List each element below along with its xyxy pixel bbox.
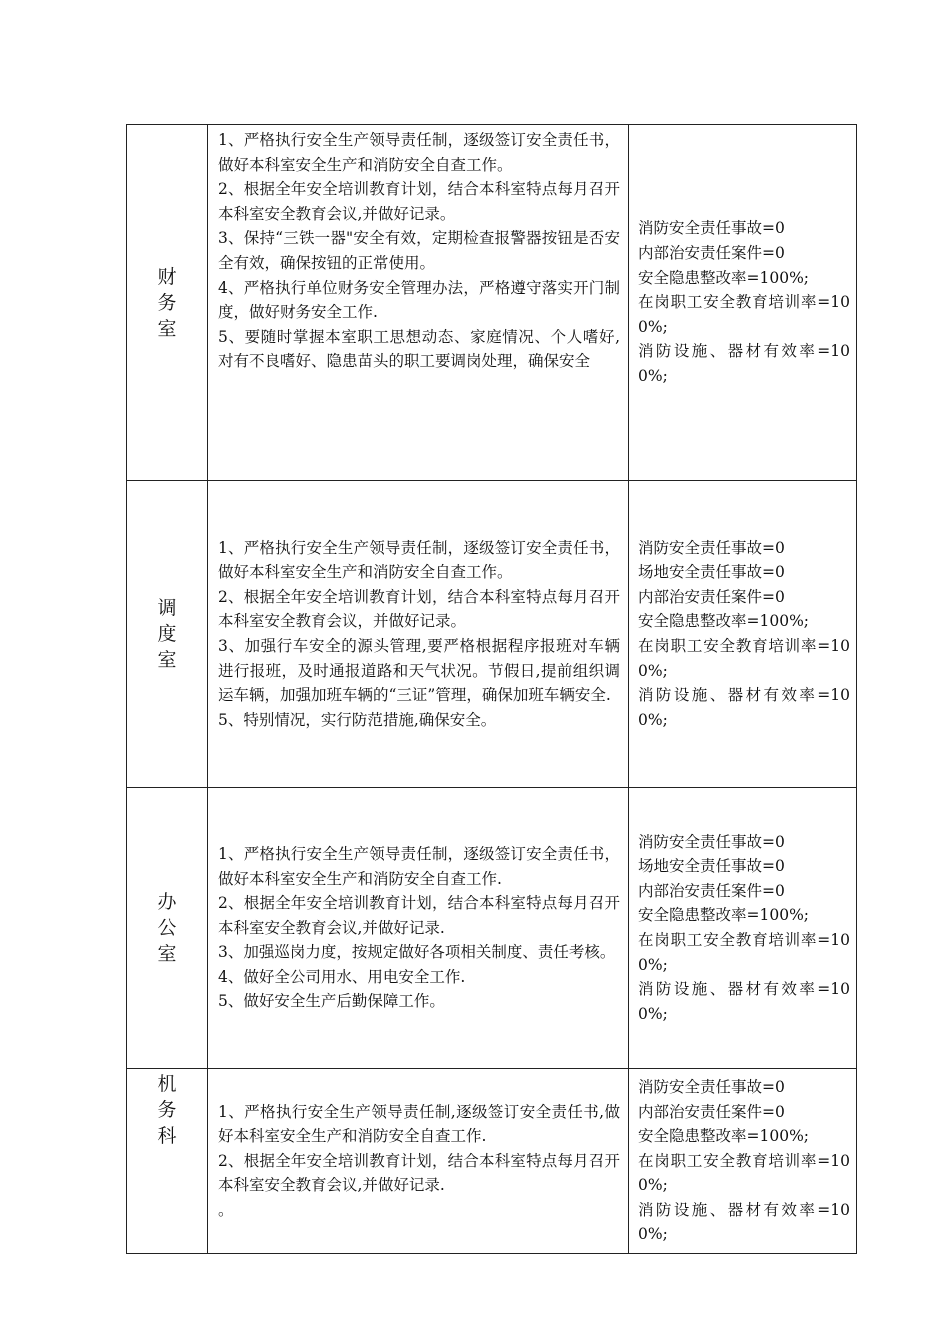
target-item: 安全隐患整改率=100%; bbox=[638, 1127, 810, 1146]
target-item: 在岗职工安全教育培训率=100%; bbox=[638, 931, 850, 974]
safety-responsibility-table bbox=[126, 124, 857, 1254]
duties-cell bbox=[208, 481, 629, 788]
targets-cell bbox=[629, 1069, 857, 1254]
target-item: 消防安全责任事故=0 bbox=[638, 832, 785, 851]
target-item: 消防设施、器材有效率=100%; bbox=[638, 1200, 850, 1244]
target-item: 在岗职工安全教育培训率=100%; bbox=[638, 1151, 850, 1195]
target-item: 消防设施、器材有效率=100%; bbox=[638, 342, 850, 385]
target-item: 场地安全责任事故=0 bbox=[638, 857, 785, 876]
department-cell bbox=[127, 788, 208, 1069]
target-item: 安全隐患整改率=100%; bbox=[638, 906, 810, 925]
duty-item: 1、严格执行安全生产领导责任制，逐级签订安全责任书，做好本科室安全生产和消防安全自查工作. bbox=[218, 844, 620, 888]
table-row bbox=[127, 125, 857, 481]
duty-item: 1、严格执行安全生产领导责任制，逐级签订安全责任书，做好本科室安全生产和消防安全自查工作。 bbox=[218, 131, 620, 174]
duties-cell bbox=[208, 1069, 629, 1254]
duty-item: 。 bbox=[218, 1200, 234, 1219]
target-item: 消防安全责任事故=0 bbox=[638, 538, 785, 557]
target-item: 内部治安责任案件=0 bbox=[638, 244, 785, 263]
target-item: 安全隐患整改率=100%; bbox=[638, 268, 810, 287]
department-name: 办公室 bbox=[157, 891, 177, 965]
department-name: 财务室 bbox=[157, 265, 177, 340]
department-name: 机务科 bbox=[157, 1073, 177, 1147]
department-cell bbox=[127, 481, 208, 788]
targets-cell bbox=[629, 481, 857, 788]
duties-cell bbox=[208, 125, 629, 481]
duty-item: 1、严格执行安全生产领导责任制，逐级签订安全责任书，做好本科室安全生产和消防安全自查工作。 bbox=[218, 538, 620, 582]
target-item: 消防安全责任事故=0 bbox=[638, 219, 785, 238]
target-item: 安全隐患整改率=100%; bbox=[638, 612, 810, 631]
duty-item: 2、根据全年安全培训教育计划，结合本科室特点每月召开本科室安全教育会议，并做好记录。 bbox=[218, 587, 620, 631]
duty-item: 5、做好安全生产后勤保障工作。 bbox=[218, 992, 445, 1011]
duty-item: 4、做好全公司用水、用电安全工作. bbox=[218, 967, 466, 986]
targets-cell bbox=[629, 788, 857, 1069]
table-row bbox=[127, 1069, 857, 1254]
duty-item: 3、加强巡岗力度，按规定做好各项相关制度、责任考核。 bbox=[218, 943, 616, 962]
target-item: 内部治安责任案件=0 bbox=[638, 587, 785, 606]
department-cell bbox=[127, 125, 208, 481]
duty-item: 5、要随时掌握本室职工思想动态、家庭情况、个人嗜好,对有不良嗜好、隐患苗头的职工要调岗处理，确保安全 bbox=[218, 327, 620, 371]
duty-item: 3、保持“三铁一器"安全有效，定期检查报警器按钮是否安全有效，确保按钮的正常使用。 bbox=[218, 229, 620, 272]
targets-cell bbox=[629, 125, 857, 481]
duty-item: 2、根据全年安全培训教育计划，结合本科室特点每月召开本科室安全教育会议,并做好记录。 bbox=[218, 180, 620, 223]
duty-item: 4、严格执行单位财务安全管理办法，严格遵守落实开门制度，做好财务安全工作. bbox=[218, 278, 620, 322]
target-item: 在岗职工安全教育培训率=100%; bbox=[638, 637, 850, 680]
target-item: 内部治安责任案件=0 bbox=[638, 1102, 785, 1121]
target-item: 消防安全责任事故=0 bbox=[638, 1077, 785, 1096]
target-item: 在岗职工安全教育培训率=100%; bbox=[638, 293, 850, 336]
duties-cell bbox=[208, 788, 629, 1069]
duty-item: 5、特别情况，实行防范措施,确保安全。 bbox=[218, 710, 497, 729]
department-cell bbox=[127, 1069, 208, 1254]
duty-item: 3、加强行车安全的源头管理,要严格根据程序报班对车辆进行报班，及时通报道路和天气状况。节假日,提前组织调运车辆，加强加班车辆的“三证”管理，确保加班车辆安全. bbox=[218, 637, 620, 705]
target-item: 消防设施、器材有效率=100%; bbox=[638, 980, 850, 1023]
duty-item: 2、根据全年安全培训教育计划，结合本科室特点每月召开本科室安全教育会议,并做好记录. bbox=[218, 1151, 620, 1195]
table-row bbox=[127, 481, 857, 788]
duty-item: 1、严格执行安全生产领导责任制,逐级签订安全责任书,做好本科室安全生产和消防安全自查工作. bbox=[218, 1102, 620, 1146]
target-item: 消防设施、器材有效率=100%; bbox=[638, 686, 850, 729]
target-item: 场地安全责任事故=0 bbox=[638, 563, 785, 582]
department-name: 调度室 bbox=[157, 597, 177, 671]
table-row bbox=[127, 788, 857, 1069]
duty-item: 2、根据全年安全培训教育计划，结合本科室特点每月召开本科室安全教育会议,并做好记录. bbox=[218, 894, 620, 937]
target-item: 内部治安责任案件=0 bbox=[638, 881, 785, 900]
